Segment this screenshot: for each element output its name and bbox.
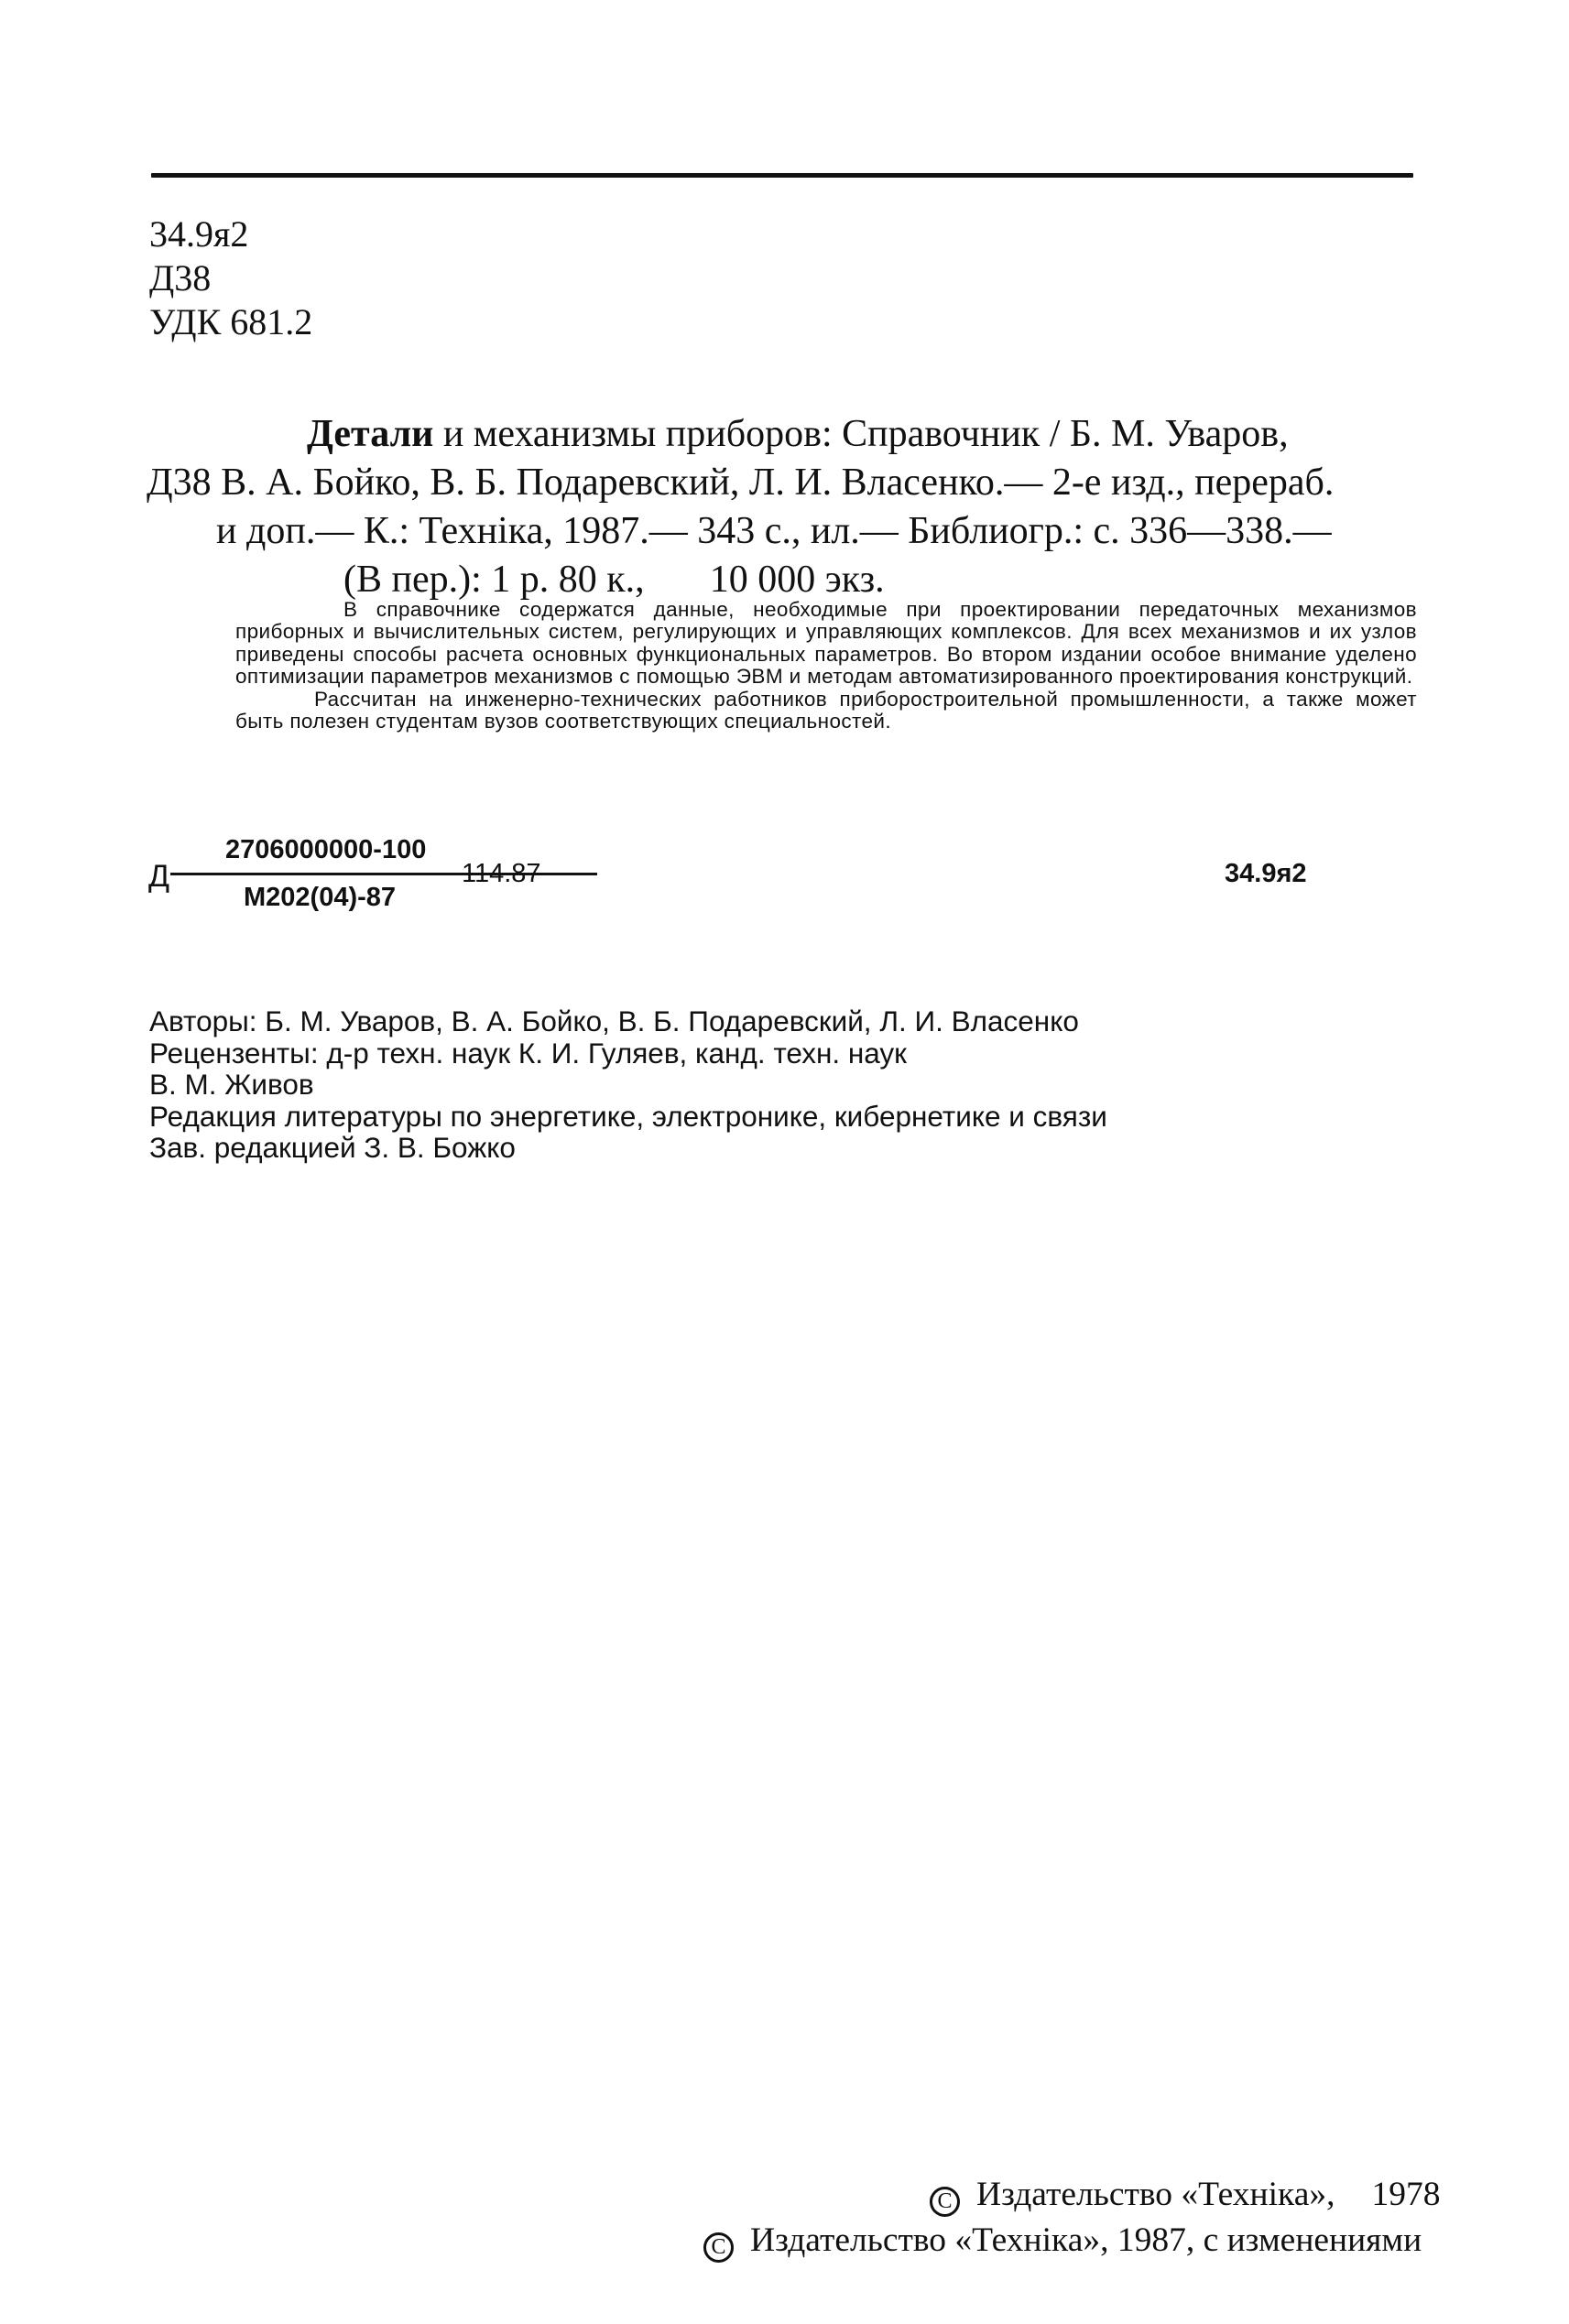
catalog-index (147, 835, 1411, 927)
index-bbk-code: 34.9я2 (1225, 859, 1307, 888)
copyright-icon: C (930, 2187, 960, 2217)
copyright-block (696, 2172, 1441, 2264)
bbk-code: 34.9я2 (149, 213, 249, 255)
editorial-line: Редакция литературы по энергетике, электронике, кибернетике и связи (149, 1099, 1107, 1133)
book-price: (В пер.): 1 р. 80 к., (343, 559, 645, 601)
authors-line: Авторы: Б. М. Уваров, В. А. Бойко, В. Б. Подаревский, Л. И. Власенко (149, 1005, 1079, 1037)
index-price-code: 114.87 (462, 859, 541, 888)
reviewers-line-2: В. М. Живов (149, 1068, 314, 1102)
index-denominator: М202(04)-87 (244, 883, 397, 912)
copyright-publisher-1: Издательство «Техніка», (976, 2176, 1335, 2213)
author-mark: Д38 (149, 257, 212, 299)
editor-head-line: Зав. редакцией З. В. Божко (149, 1131, 516, 1165)
reviewers-line-1: Рецензенты: д-р техн. наук К. И. Гуляев, канд. техн. наук (149, 1036, 907, 1070)
copyright-icon: C (703, 2232, 734, 2263)
top-rule (151, 173, 1413, 178)
bibliographic-record (147, 410, 1420, 604)
abstract (235, 599, 1417, 733)
copyright-text-2: Издательство «Техніка», 1987, с изменениями (750, 2221, 1422, 2259)
classification-block (149, 212, 312, 344)
copyright-line-2 (696, 2218, 1429, 2264)
biblio-line-3: и доп.— К.: Техніка, 1987.— 343 с., ил.— Библиогр.: с. 336—338.— (216, 510, 1332, 552)
udk-code: УДК 681.2 (149, 301, 313, 342)
biblio-line-1 (147, 410, 1420, 459)
abstract-paragraph-2: Рассчитан на инженерно-технических работников приборостроительной промышленности, а также может быть полезен студентам вузов соответствующих специальностей. (235, 687, 1417, 733)
index-numerator: 2706000000-100 (225, 835, 427, 864)
biblio-line-1-text: и механизмы приборов: Справочник / Б. М. Уваров, (442, 413, 1289, 455)
biblio-line-2: Д38 В. А. Бойко, В. Б. Подаревский, Л. И. Власенко.— 2-е изд., перераб. (147, 462, 1335, 504)
print-run: 10 000 экз. (709, 559, 885, 601)
index-letter: Д (148, 859, 170, 894)
copyright-year-1: 1978 (1371, 2176, 1441, 2213)
abstract-paragraph-1: В справочнике содержатся данные, необходимые при проектировании передаточных механизмов приборных и вычислительных систем, регулирующих и управляющих комплексов. Для всех механизмов и их узлов приведены способы расчета основных функциональных параметров. Во втором издании особое внимание уделено оптимизации параметров механизмов с помощью ЭВМ и методам автоматизированного проектирования конструкций. (235, 598, 1417, 689)
credits-block (149, 1005, 1322, 1164)
copyright-line-1 (696, 2172, 1441, 2218)
book-title: Детали (307, 413, 434, 455)
